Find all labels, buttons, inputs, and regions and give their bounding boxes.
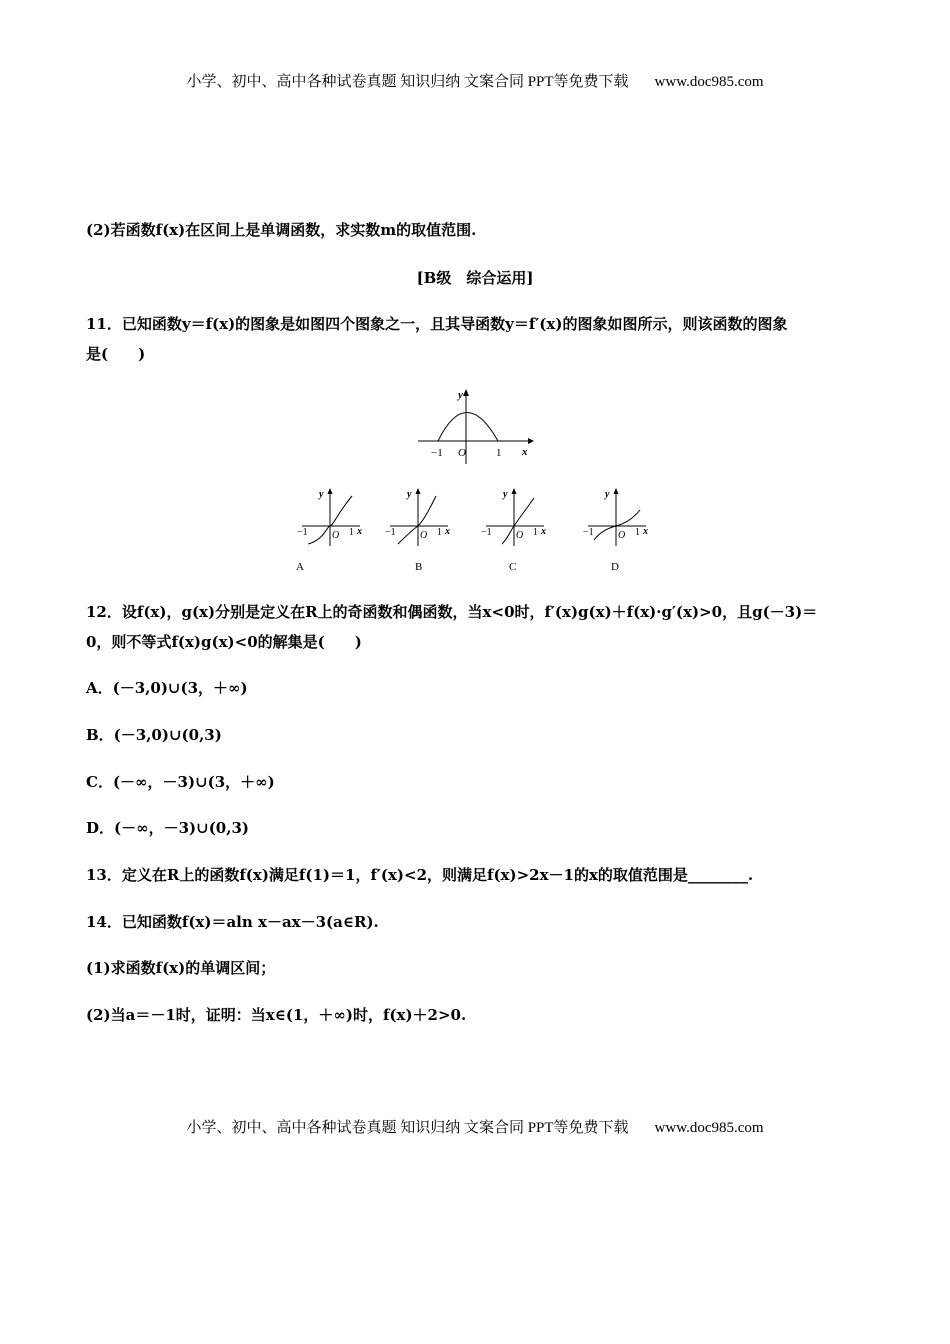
q14-part2: (2)当a＝－1时，证明：当x∈(1，＋∞)时，f(x)＋2>0. [86, 1006, 467, 1024]
derivative-graph [416, 386, 534, 466]
neg-one-label: −1 [297, 527, 308, 538]
x-label: x [541, 526, 546, 537]
x-label: x [357, 526, 362, 537]
x-label: x [522, 446, 528, 458]
y-label: y [319, 489, 324, 500]
x-axis-arrow [528, 438, 534, 444]
origin-label: O [618, 530, 626, 541]
footer-url[interactable]: www.doc985.com [654, 1120, 764, 1136]
y-axis-arrow [614, 488, 619, 494]
neg-one-label: −1 [481, 527, 492, 538]
option-a-graph [294, 484, 372, 574]
option-label: D [611, 561, 619, 573]
option-label: A [296, 561, 304, 573]
derivative-curve [438, 413, 498, 442]
y-label: y [605, 489, 610, 500]
one-label: 1 [496, 447, 502, 459]
q12-choice-d: D．(－∞，－3)∪(0,3) [86, 819, 249, 837]
section-title: [B级 综合运用] [416, 269, 534, 287]
y-axis-arrow [512, 488, 517, 494]
page-footer [0, 1116, 950, 1137]
q12-line1: 12．设f(x)，g(x)分别是定义在R上的奇函数和偶函数，当x<0时，f′(x)g(x)＋f(x)·g′(x)>0，且g(－3)＝ [86, 603, 818, 621]
neg-one-label: −1 [385, 527, 396, 538]
q14-part1: (1)求函数f(x)的单调区间； [86, 959, 276, 977]
option-d-graph [580, 484, 658, 574]
header-url[interactable]: www.doc985.com [654, 74, 764, 90]
q10-part2: (2)若函数f(x)在区间上是单调函数，求实数m的取值范围. [86, 221, 477, 239]
q11-line1: 11．已知函数y＝f(x)的图象是如图四个图象之一，且其导函数y＝f′(x)的图象如图所示，则该函数的图象 [86, 315, 788, 333]
option-c-graph [478, 484, 556, 574]
one-label: 1 [437, 527, 442, 538]
one-label: 1 [533, 527, 538, 538]
page-header [0, 70, 950, 91]
one-label: 1 [349, 527, 354, 538]
origin-label: O [516, 530, 524, 541]
header-text: 小学、初中、高中各种试卷真题 知识归纳 文案合同 PPT等免费下载 [186, 74, 629, 90]
q14-stem: 14．已知函数f(x)＝aln x－ax－3(a∈R). [86, 913, 379, 931]
x-label: x [445, 526, 450, 537]
y-axis-arrow [328, 488, 333, 494]
y-label: y [503, 489, 508, 500]
origin-label: O [458, 447, 466, 459]
q12-choice-b: B．(－3,0)∪(0,3) [86, 726, 222, 744]
origin-label: O [332, 530, 340, 541]
q13: 13．定义在R上的函数f(x)满足f(1)＝1，f′(x)<2，则满足f(x)>2x－1的x的取值范围是________. [86, 866, 754, 884]
option-label: B [415, 561, 423, 573]
q12-line2: 0，则不等式f(x)g(x)<0的解集是( ) [86, 633, 362, 651]
one-label: 1 [635, 527, 640, 538]
y-axis-arrow [416, 488, 421, 494]
neg-one-label: −1 [431, 447, 443, 459]
option-label: C [509, 561, 517, 573]
y-label: y [407, 489, 412, 500]
footer-text: 小学、初中、高中各种试卷真题 知识归纳 文案合同 PPT等免费下载 [186, 1120, 629, 1136]
q11-line2: 是( ) [86, 345, 146, 363]
y-axis-arrow [463, 389, 469, 396]
curve-d [594, 510, 640, 540]
origin-label: O [420, 530, 428, 541]
x-label: x [643, 526, 648, 537]
option-b-graph [382, 484, 460, 574]
q12-choice-a: A．(－3,0)∪(3，＋∞) [86, 679, 248, 697]
q12-choice-c: C．(－∞，－3)∪(3，＋∞) [86, 773, 275, 791]
y-label: y [458, 389, 463, 401]
neg-one-label: −1 [583, 527, 594, 538]
curve-b [398, 496, 436, 544]
